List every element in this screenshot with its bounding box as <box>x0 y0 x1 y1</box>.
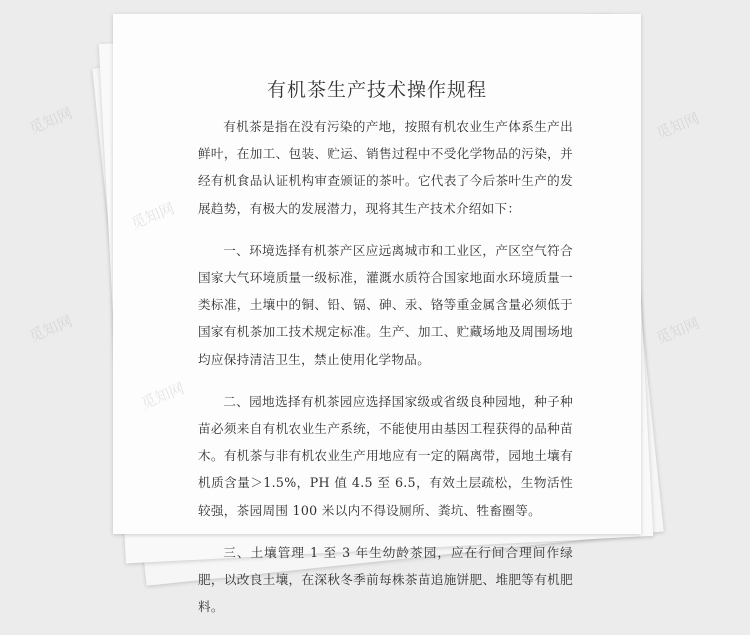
paragraph-environment: 一、环境选择有机茶产区应远离城市和工业区，产区空气符合国家大气环境质量一级标准，灌溉水质符合国家地面水环境质量一类标准，土壤中的铜、铅、镉、砷、汞、铬等重金属含量必须低于国家有机茶加工技术规定标准。生产、加工、贮藏场地及周围场地均应保持清洁卫生，禁止使用化学物品。 <box>198 242 573 367</box>
paragraph-intro: 有机茶是指在没有污染的产地，按照有机农业生产体系生产出鲜叶，在加工、包装、贮运、销售过程中不受化学物品的污染，并经有机食品认证机构审查颁证的茶叶。它代表了今后茶叶生产的发展趋势，有极大的发展潜力，现将其生产技术介绍如下： <box>198 119 573 216</box>
watermark: 觅知网 <box>128 199 177 233</box>
watermark: 觅知网 <box>26 104 75 138</box>
paragraph-soil-management: 三、土壤管理 1 至 3 年生幼龄茶园，应在行间合理间作绿肥，以改良土壤，在深秋冬季前每株茶苗追施饼肥、堆肥等有机肥料。 <box>198 544 573 615</box>
document-body <box>198 113 573 635</box>
watermark: 觅知网 <box>26 312 75 346</box>
document-title: 有机茶生产技术操作规程 <box>266 79 487 101</box>
watermark: 觅知网 <box>653 109 702 143</box>
paragraph-garden-selection: 二、园地选择有机茶园应选择国家级或省级良种园地，种子种苗必须来自有机农业生产系统，不能使用由基因工程获得的品种苗木。有机茶与非有机农业生产用地应有一定的隔离带，园地土壤有机质含量＞1.5%，PH 值 4.5 至 6.5，有效土层疏松，生物活性较强，茶园周围 100 米以内不得设厕所、粪坑、牲畜圈等。 <box>198 393 573 518</box>
watermark: 觅知网 <box>138 379 187 413</box>
watermark: 觅知网 <box>653 314 702 348</box>
